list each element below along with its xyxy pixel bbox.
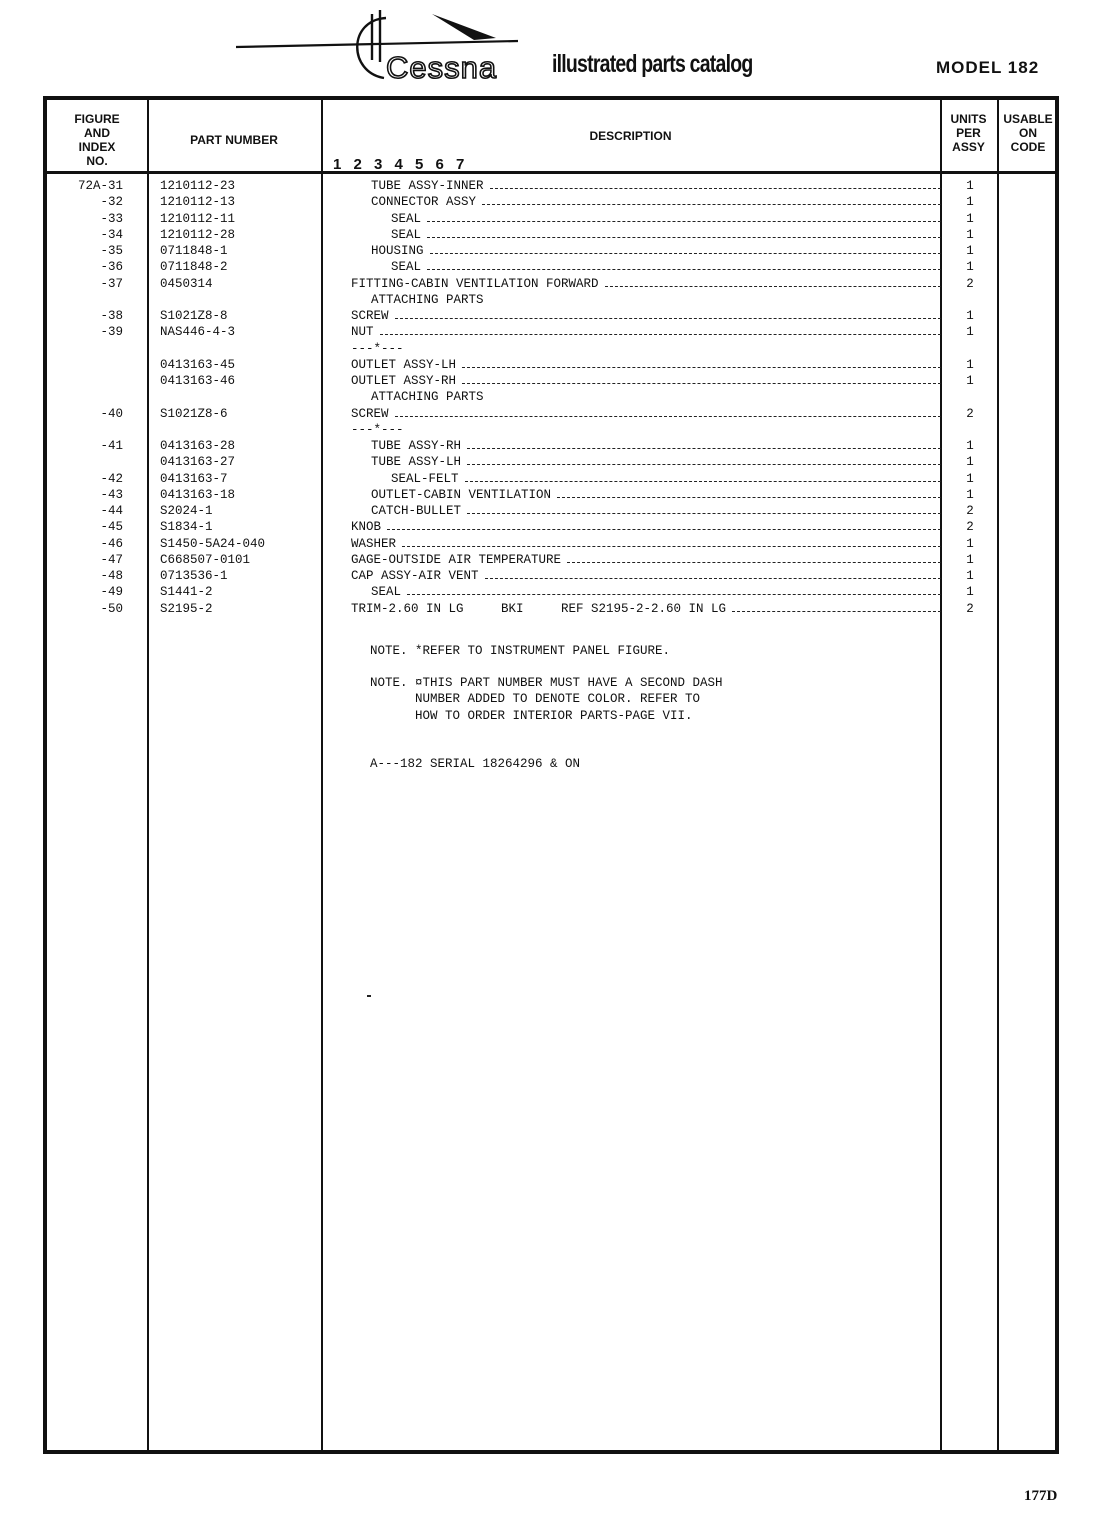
units-per-assy-cell: 1 <box>966 374 974 388</box>
dash-leader <box>387 520 941 530</box>
part-number-cell: S1021Z8-8 <box>160 309 228 323</box>
table-row <box>47 455 1055 471</box>
table-row <box>47 504 1055 520</box>
model-label: MODEL 182 <box>936 58 1040 77</box>
units-per-assy-cell: 1 <box>966 357 974 372</box>
description-cell <box>351 277 941 291</box>
figure-index-cell: -49 <box>100 585 123 600</box>
dash-leader <box>467 504 941 514</box>
note-line: NOTE. ¤THIS PART NUMBER MUST HAVE A SECOND DASH <box>370 676 723 691</box>
dash-leader <box>465 472 941 482</box>
stray-mark <box>367 995 371 997</box>
part-number-cell: 1210112-11 <box>160 211 236 226</box>
description-cell <box>351 325 941 339</box>
dash-leader <box>605 277 941 287</box>
description-cell <box>351 602 941 616</box>
units-per-assy-cell: 1 <box>966 487 974 502</box>
table-row <box>47 390 1055 406</box>
table-row <box>47 602 1055 618</box>
units-per-assy-cell: 1 <box>966 179 974 193</box>
note-line: HOW TO ORDER INTERIOR PARTS-PAGE VII. <box>370 708 693 723</box>
description-cell <box>351 342 941 356</box>
units-per-assy-cell: 1 <box>966 309 974 323</box>
units-per-assy-cell: 1 <box>966 227 974 242</box>
dash-leader <box>482 195 941 205</box>
parts-rows <box>47 179 1055 618</box>
dash-leader <box>380 325 941 335</box>
note-line: NOTE. *REFER TO INSTRUMENT PANEL FIGURE. <box>370 644 671 658</box>
dash-leader <box>430 244 941 254</box>
table-row <box>47 309 1055 325</box>
table-row <box>47 277 1055 293</box>
units-per-assy-cell: 1 <box>966 471 974 486</box>
note-line: NUMBER ADDED TO DENOTE COLOR. REFER TO <box>370 692 701 707</box>
description-text: ---*--- <box>351 422 404 437</box>
description-text: SCREW <box>351 406 389 421</box>
description-text: HOUSING <box>371 244 424 258</box>
part-number-cell: 0713536-1 <box>160 569 228 583</box>
units-per-assy-cell: 1 <box>966 455 974 470</box>
header-usable-on-code: USABLE ON CODE <box>1003 112 1053 154</box>
description-text: OUTLET-CABIN VENTILATION <box>371 487 552 502</box>
units-per-assy-cell: 1 <box>966 536 974 551</box>
description-cell <box>351 358 941 372</box>
description-cell <box>351 260 941 274</box>
description-text: WASHER <box>351 536 397 551</box>
table-row <box>47 423 1055 439</box>
table-row <box>47 195 1055 211</box>
description-text: ATTACHING PARTS <box>371 292 484 307</box>
description-text: KNOB <box>351 520 382 535</box>
units-per-assy-cell: 2 <box>966 520 974 535</box>
units-per-assy-cell: 2 <box>966 601 974 616</box>
dash-leader <box>407 585 941 595</box>
figure-index-cell: -41 <box>100 439 123 453</box>
notes <box>370 643 723 788</box>
figure-index-cell: -47 <box>100 552 123 567</box>
units-per-assy-cell: 1 <box>966 585 974 600</box>
dash-leader <box>402 537 941 547</box>
table-row <box>47 358 1055 374</box>
table-row <box>47 585 1055 601</box>
part-number-cell: 0413163-28 <box>160 439 236 453</box>
part-number-cell: 0413163-45 <box>160 357 236 372</box>
description-cell <box>351 423 941 437</box>
part-number-cell: C668507-0101 <box>160 552 251 567</box>
dash-leader <box>567 553 941 563</box>
table-row <box>47 179 1055 195</box>
table-row <box>47 325 1055 341</box>
description-text: OUTLET ASSY-LH <box>351 357 457 372</box>
description-cell <box>351 504 941 518</box>
part-number-cell: 0711848-1 <box>160 244 228 258</box>
note-line: A---182 SERIAL 18264296 & ON <box>370 756 581 771</box>
cessna-logo <box>236 6 536 90</box>
description-cell <box>351 309 941 323</box>
units-per-assy-cell: 1 <box>966 325 974 340</box>
description-text: ATTACHING PARTS <box>371 390 484 405</box>
description-cell <box>351 293 941 307</box>
description-cell <box>351 439 941 453</box>
dash-leader <box>490 179 941 189</box>
units-per-assy-cell: 1 <box>966 569 974 583</box>
part-number-cell: S1450-5A24-040 <box>160 536 266 551</box>
description-text: CONNECTOR ASSY <box>371 195 477 210</box>
figure-index-cell: -48 <box>100 569 123 583</box>
description-text: TUBE ASSY-LH <box>371 455 462 470</box>
table-row <box>47 537 1055 553</box>
table-row <box>47 293 1055 309</box>
description-cell <box>351 455 941 469</box>
figure-index-cell: -50 <box>100 601 123 616</box>
dash-leader <box>395 407 941 417</box>
part-number-cell: S2024-1 <box>160 504 213 518</box>
figure-index-cell: -34 <box>100 227 123 242</box>
table-row <box>47 569 1055 585</box>
note-block <box>370 675 723 724</box>
figure-index-cell: -40 <box>100 406 123 421</box>
page-number: 177D <box>1024 1488 1058 1504</box>
svg-text:Cessna: Cessna <box>386 50 498 85</box>
dash-leader <box>462 358 941 368</box>
units-per-assy-cell: 1 <box>966 439 974 453</box>
note-block <box>370 756 723 772</box>
description-cell <box>351 179 941 193</box>
dash-leader <box>467 439 941 449</box>
table-row <box>47 472 1055 488</box>
units-per-assy-cell: 1 <box>966 552 974 567</box>
table-row <box>47 212 1055 228</box>
part-number-cell: S1441-2 <box>160 585 213 600</box>
figure-index-cell: -46 <box>100 536 123 551</box>
figure-index-cell: -42 <box>100 471 123 486</box>
description-text: CATCH-BULLET <box>371 504 462 518</box>
figure-index-cell: -35 <box>100 244 123 258</box>
part-number-cell: S2195-2 <box>160 601 213 616</box>
description-text: TRIM-2.60 IN LG BKI REF S2195-2-2.60 IN LG <box>351 601 727 616</box>
units-per-assy-cell: 2 <box>966 406 974 421</box>
header-units-per-assy: UNITS PER ASSY <box>950 112 987 154</box>
dash-leader <box>427 228 941 238</box>
description-cell <box>351 374 941 388</box>
units-per-assy-cell: 2 <box>966 276 974 291</box>
part-number-cell: S1021Z8-6 <box>160 406 228 421</box>
figure-index-cell: -44 <box>100 504 123 518</box>
description-cell <box>351 390 941 404</box>
header-divider <box>47 171 1055 174</box>
dash-leader <box>427 260 941 270</box>
description-text: SCREW <box>351 309 389 323</box>
note-block <box>370 643 723 659</box>
part-number-cell: 1210112-23 <box>160 179 236 193</box>
units-per-assy-cell: 1 <box>966 211 974 226</box>
table-row <box>47 407 1055 423</box>
part-number-cell: 1210112-13 <box>160 195 236 210</box>
header-part-number: PART NUMBER <box>190 133 278 147</box>
description-cell <box>351 569 941 583</box>
dash-leader <box>557 488 941 498</box>
catalog-title: illustrated parts catalog <box>552 50 753 78</box>
figure-index-cell: -43 <box>100 487 123 502</box>
description-cell <box>351 472 941 486</box>
description-text: SEAL <box>391 211 422 226</box>
description-text: SEAL <box>391 260 422 275</box>
dash-leader <box>427 212 941 222</box>
header-description-levels: 1 2 3 4 5 6 7 <box>333 156 469 173</box>
figure-index-cell: -36 <box>100 260 123 275</box>
figure-index-cell: -32 <box>100 195 123 210</box>
description-text: SEAL <box>391 227 422 242</box>
description-cell <box>351 553 941 567</box>
description-text: OUTLET ASSY-RH <box>351 374 457 388</box>
dash-leader <box>732 602 941 612</box>
description-text: GAGE-OUTSIDE AIR TEMPERATURE <box>351 552 562 567</box>
part-number-cell: 0413163-18 <box>160 487 236 502</box>
table-row <box>47 520 1055 536</box>
description-cell <box>351 537 941 551</box>
description-text: SEAL <box>371 585 402 600</box>
header-description: DESCRIPTION <box>589 129 672 143</box>
table-row <box>47 228 1055 244</box>
part-number-cell: S1834-1 <box>160 520 213 535</box>
part-number-cell: 0413163-46 <box>160 374 236 388</box>
figure-index-cell: -39 <box>100 325 123 340</box>
description-text: NUT <box>351 325 374 340</box>
description-cell <box>351 212 941 226</box>
figure-index-cell: -38 <box>100 309 123 323</box>
table-row <box>47 488 1055 504</box>
table-row <box>47 342 1055 358</box>
description-text: CAP ASSY-AIR VENT <box>351 569 479 583</box>
description-text: SEAL-FELT <box>391 471 459 486</box>
part-number-cell: 0450314 <box>160 276 213 291</box>
description-cell <box>351 520 941 534</box>
part-number-cell: 0711848-2 <box>160 260 228 275</box>
units-per-assy-cell: 2 <box>966 504 974 518</box>
part-number-cell: 0413163-27 <box>160 455 236 470</box>
dash-leader <box>462 374 941 384</box>
figure-index-cell: 72A-31 <box>77 179 123 193</box>
description-text: TUBE ASSY-RH <box>371 439 462 453</box>
description-text: TUBE ASSY-INNER <box>371 179 484 193</box>
table-row <box>47 260 1055 276</box>
table-row <box>47 244 1055 260</box>
description-cell <box>351 228 941 242</box>
description-cell <box>351 407 941 421</box>
description-text: FITTING-CABIN VENTILATION FORWARD <box>351 276 599 291</box>
description-cell <box>351 585 941 599</box>
parts-table <box>43 96 1059 1454</box>
table-row <box>47 374 1055 390</box>
part-number-cell: 0413163-7 <box>160 471 228 486</box>
header-figure-index: FIGURE AND INDEX NO. <box>74 112 120 168</box>
figure-index-cell: -33 <box>100 211 123 226</box>
figure-index-cell: -45 <box>100 520 123 535</box>
description-text: ---*--- <box>351 341 404 356</box>
table-row <box>47 439 1055 455</box>
table-row <box>47 553 1055 569</box>
dash-leader <box>395 309 941 319</box>
part-number-cell: NAS446-4-3 <box>160 325 236 340</box>
figure-index-cell: -37 <box>100 276 123 291</box>
units-per-assy-cell: 1 <box>966 195 974 210</box>
description-cell <box>351 488 941 502</box>
units-per-assy-cell: 1 <box>966 260 974 275</box>
dash-leader <box>485 569 941 579</box>
description-cell <box>351 244 941 258</box>
dash-leader <box>467 455 941 465</box>
part-number-cell: 1210112-28 <box>160 227 236 242</box>
description-cell <box>351 195 941 209</box>
units-per-assy-cell: 1 <box>966 244 974 258</box>
